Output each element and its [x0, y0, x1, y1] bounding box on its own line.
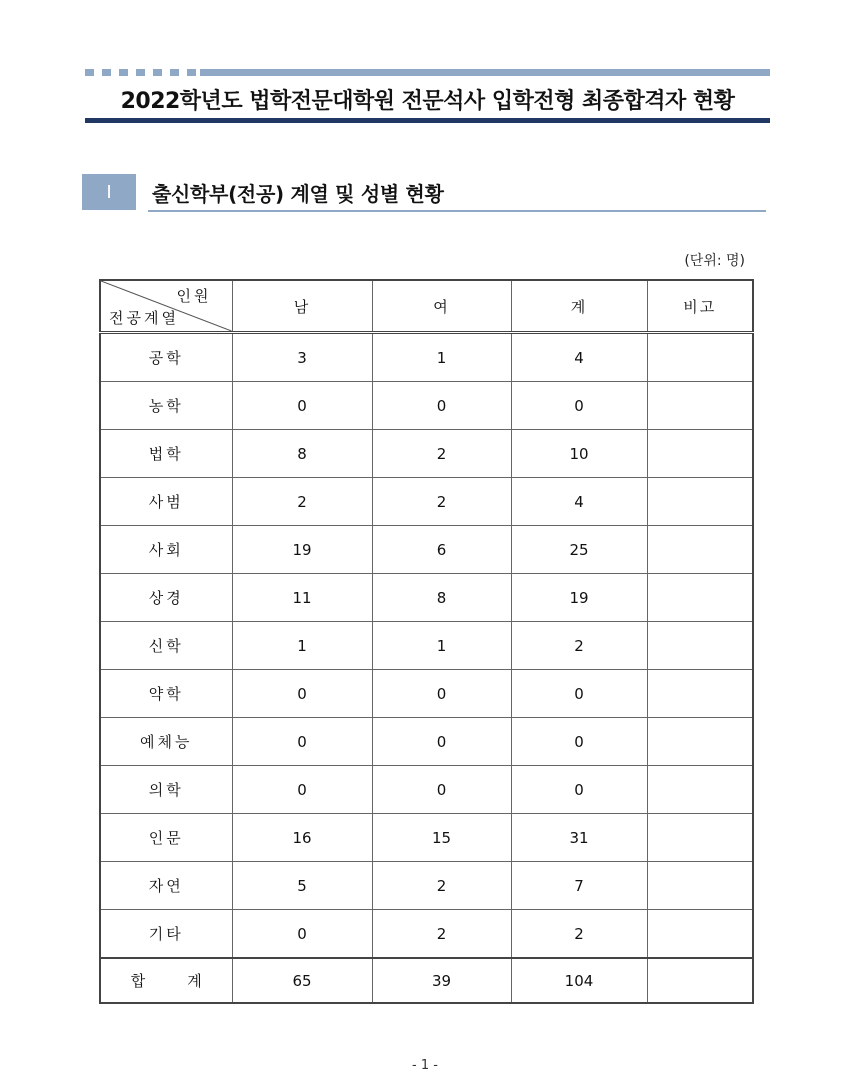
table-row [100, 670, 753, 718]
major-cell: 공학 [100, 333, 232, 382]
male-cell: 8 [232, 430, 372, 478]
unit-label: (단위: 명) [684, 253, 745, 269]
table-row [100, 862, 753, 910]
male-cell: 0 [232, 766, 372, 814]
header-male: 남 [232, 280, 372, 333]
header-note: 비고 [647, 280, 753, 333]
major-cell: 기타 [100, 910, 232, 959]
document-title: 2022학년도 법학전문대학원 전문석사 입학전형 최종합격자 현황 [120, 89, 735, 114]
total-cell: 2 [511, 910, 647, 959]
decor-dot [187, 69, 196, 76]
note-cell [647, 430, 753, 478]
total-cell: 4 [511, 478, 647, 526]
note-cell [647, 333, 753, 382]
male-cell: 19 [232, 526, 372, 574]
female-cell: 2 [372, 910, 511, 959]
major-cell: 자연 [100, 862, 232, 910]
female-cell: 2 [372, 478, 511, 526]
note-cell [647, 526, 753, 574]
table-row [100, 333, 753, 382]
total-female-cell: 39 [372, 958, 511, 1003]
major-cell: 상경 [100, 574, 232, 622]
female-cell: 1 [372, 333, 511, 382]
female-cell: 0 [372, 766, 511, 814]
female-cell: 0 [372, 382, 511, 430]
decor-dot [153, 69, 162, 76]
section-number-badge: Ⅰ [82, 174, 136, 210]
major-cell: 인문 [100, 814, 232, 862]
decor-dot [136, 69, 145, 76]
grand-total-cell: 104 [511, 958, 647, 1003]
admission-stats-table [99, 279, 754, 1004]
decor-dot [102, 69, 111, 76]
total-cell: 7 [511, 862, 647, 910]
table-row [100, 766, 753, 814]
major-cell: 농학 [100, 382, 232, 430]
table-header-row [100, 280, 753, 333]
total-cell: 0 [511, 382, 647, 430]
note-cell [647, 574, 753, 622]
male-cell: 5 [232, 862, 372, 910]
table-row [100, 526, 753, 574]
major-cell: 약학 [100, 670, 232, 718]
total-label-left: 합 [130, 972, 146, 990]
total-cell: 19 [511, 574, 647, 622]
total-cell: 0 [511, 766, 647, 814]
corner-label-count: 인원 [176, 287, 212, 305]
note-cell [647, 814, 753, 862]
male-cell: 0 [232, 718, 372, 766]
female-cell: 2 [372, 862, 511, 910]
table-row [100, 718, 753, 766]
table-row [100, 574, 753, 622]
total-label-cell [100, 958, 232, 1003]
header-total: 계 [511, 280, 647, 333]
total-label-right: 계 [187, 972, 202, 990]
total-cell: 0 [511, 670, 647, 718]
male-cell: 0 [232, 910, 372, 959]
note-cell [647, 862, 753, 910]
title-decor-dots [85, 69, 197, 76]
total-cell: 31 [511, 814, 647, 862]
decor-dot [170, 69, 179, 76]
title-bottom-rule [85, 118, 770, 123]
female-cell: 8 [372, 574, 511, 622]
header-female: 여 [372, 280, 511, 333]
female-cell: 2 [372, 430, 511, 478]
female-cell: 1 [372, 622, 511, 670]
major-cell: 신학 [100, 622, 232, 670]
table-row [100, 622, 753, 670]
female-cell: 6 [372, 526, 511, 574]
male-cell: 11 [232, 574, 372, 622]
major-cell: 법학 [100, 430, 232, 478]
table-row [100, 910, 753, 959]
total-cell: 10 [511, 430, 647, 478]
major-cell: 사범 [100, 478, 232, 526]
header-corner-cell [100, 280, 232, 333]
table-row [100, 814, 753, 862]
note-cell [647, 718, 753, 766]
note-cell [647, 910, 753, 959]
page-number: - 1 - [412, 1058, 438, 1073]
female-cell: 0 [372, 718, 511, 766]
female-cell: 0 [372, 670, 511, 718]
male-cell: 0 [232, 670, 372, 718]
section-title: 출신학부(전공) 계열 및 성별 현황 [152, 182, 444, 206]
major-cell: 의학 [100, 766, 232, 814]
section-underline [148, 210, 766, 212]
total-male-cell: 65 [232, 958, 372, 1003]
note-cell [647, 622, 753, 670]
male-cell: 3 [232, 333, 372, 382]
total-cell: 4 [511, 333, 647, 382]
table-row [100, 430, 753, 478]
table-total-row [100, 958, 753, 1003]
note-cell [647, 670, 753, 718]
total-cell: 0 [511, 718, 647, 766]
corner-label-major: 전공계열 [109, 309, 179, 327]
note-cell [647, 382, 753, 430]
total-note-cell [647, 958, 753, 1003]
female-cell: 15 [372, 814, 511, 862]
total-cell: 2 [511, 622, 647, 670]
male-cell: 2 [232, 478, 372, 526]
table-row [100, 382, 753, 430]
male-cell: 0 [232, 382, 372, 430]
male-cell: 1 [232, 622, 372, 670]
table-row [100, 478, 753, 526]
major-cell: 사회 [100, 526, 232, 574]
major-cell: 예체능 [100, 718, 232, 766]
note-cell [647, 478, 753, 526]
male-cell: 16 [232, 814, 372, 862]
total-cell: 25 [511, 526, 647, 574]
note-cell [647, 766, 753, 814]
decor-dot [119, 69, 128, 76]
decor-dot [85, 69, 94, 76]
title-top-rule [200, 69, 770, 76]
